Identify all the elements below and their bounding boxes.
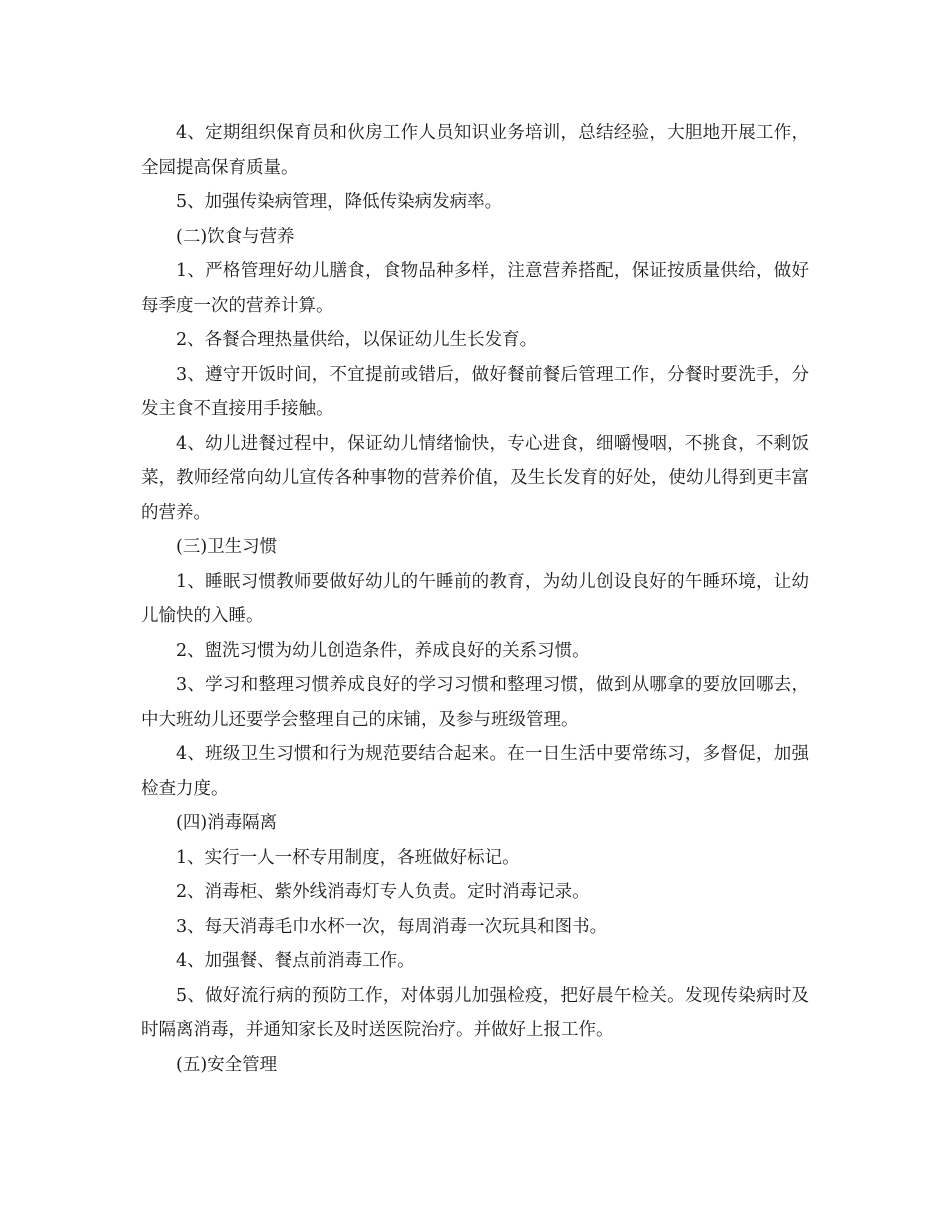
diet-item-3: 3、遵守开饭时间，不宜提前或错后，做好餐前餐后管理工作，分餐时要洗手，分发主食不直接用手接触。 [141,364,809,419]
diet-item-4: 4、幼儿进餐过程中，保证幼儿情绪愉快，专心进食，细嚼慢咽，不挑食，不剩饭菜，教师经常向幼儿宣传各种事物的营养价值，及生长发育的好处，使幼儿得到更丰富的营养。 [141,433,809,523]
hygiene-item-3: 3、学习和整理习惯养成良好的学习习惯和整理习惯，做到从哪拿的要放回哪去，中大班幼儿还要学会整理自己的床铺，及参与班级管理。 [141,675,809,730]
disinfection-item-1: 1、实行一人一杯专用制度，各班做好标记。 [176,847,520,868]
disinfection-item-2: 2、消毒柜、紫外线消毒灯专人负责。定时消毒记录。 [176,882,590,902]
disinfection-item-3: 3、每天消毒毛巾水杯一次，每周消毒一次玩具和图书。 [176,916,608,937]
heading-diet: (二)饮食与营养 [176,226,295,247]
heading-disinfection: (四)消毒隔离 [176,813,278,833]
hygiene-item-2: 2、盥洗习惯为幼儿创造条件，养成良好的关系习惯。 [176,640,590,661]
disinfection-item-4: 4、加强餐、餐点前消毒工作。 [176,951,415,971]
item-4-training: 4、定期组织保育员和伙房工作人员知识业务培训，总结经验，大胆地开展工作，全园提高保育质量。 [141,123,809,178]
disinfection-item-5: 5、做好流行病的预防工作，对体弱儿加强检疫，把好晨午检关。发现传染病时及时隔离消毒，并通知家长及时送医院治疗。并做好上报工作。 [141,985,809,1040]
item-5-disease: 5、加强传染病管理，降低传染病发病率。 [176,192,503,212]
hygiene-item-4: 4、班级卫生习惯和行为规范要结合起来。在一日生活中要常练习，多督促，加强检查力度。 [141,744,809,799]
document-body [141,116,809,1082]
diet-item-1: 1、严格管理好幼儿膳食，食物品种多样，注意营养搭配，保证按质量供给，做好每季度一次的营养计算。 [141,261,809,316]
heading-safety: (五)安全管理 [176,1054,278,1075]
hygiene-item-1: 1、睡眠习惯教师要做好幼儿的午睡前的教育，为幼儿创设良好的午睡环境，让幼儿愉快的入睡。 [141,571,809,626]
diet-item-2: 2、各餐合理热量供给，以保证幼儿生长发育。 [176,330,538,350]
heading-hygiene: (三)卫生习惯 [176,537,278,557]
